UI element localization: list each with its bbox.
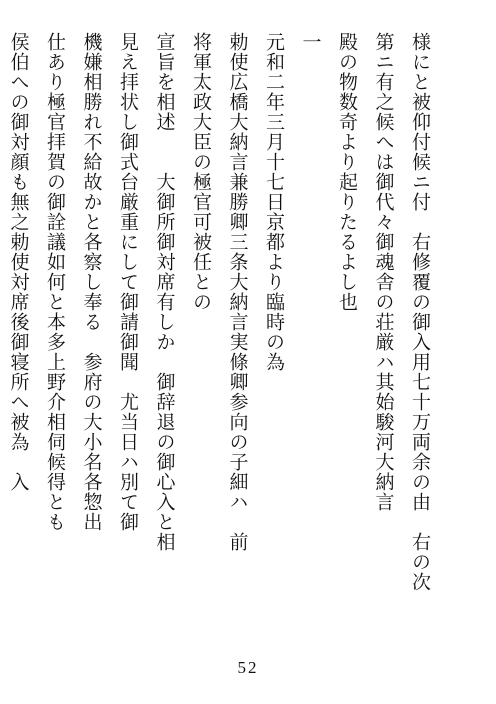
text-line-7: 将軍太政大臣の極官可被任との [190, 32, 212, 312]
text-line-9: 見え拝状し御式台厳重にして御請御聞 尤当日ハ別て御 [117, 32, 139, 532]
text-line-4: 一 [299, 32, 322, 52]
text-line-12: 侯伯への御対顔も無之勅使対席後御寝所へ被為 入 [7, 32, 30, 492]
text-line-3: 殿の物数奇より起りたるよし也 [336, 32, 358, 312]
text-line-10: 機嫌相勝れ不給故かと各察し奉る 参府の大小名各惣出 [80, 32, 103, 532]
vertical-text-body [7, 32, 438, 604]
text-line-5: 元和二年三月十七日京都より臨時の為 [263, 32, 285, 372]
text-line-1: 様にと被仰付候ニ付 右修覆の御入用七十万両余の由 右の次 [409, 32, 431, 592]
page-number: 52 [237, 658, 259, 677]
text-line-11: 仕あり極官拝賀の御詮議如何と本多上野介相伺候得とも [44, 32, 66, 532]
text-line-6: 勅使広橋大納言兼勝卿三条大納言実條卿参向の子細ハ 前 [226, 32, 249, 552]
text-line-2: 第ニ有之候へは御代々御魂舎の荘厳ハ其始駿河大納言 [372, 32, 395, 512]
text-line-8: 宣旨を相述 大御所御対席有しか 御辞退の御心入と相 [153, 32, 176, 552]
